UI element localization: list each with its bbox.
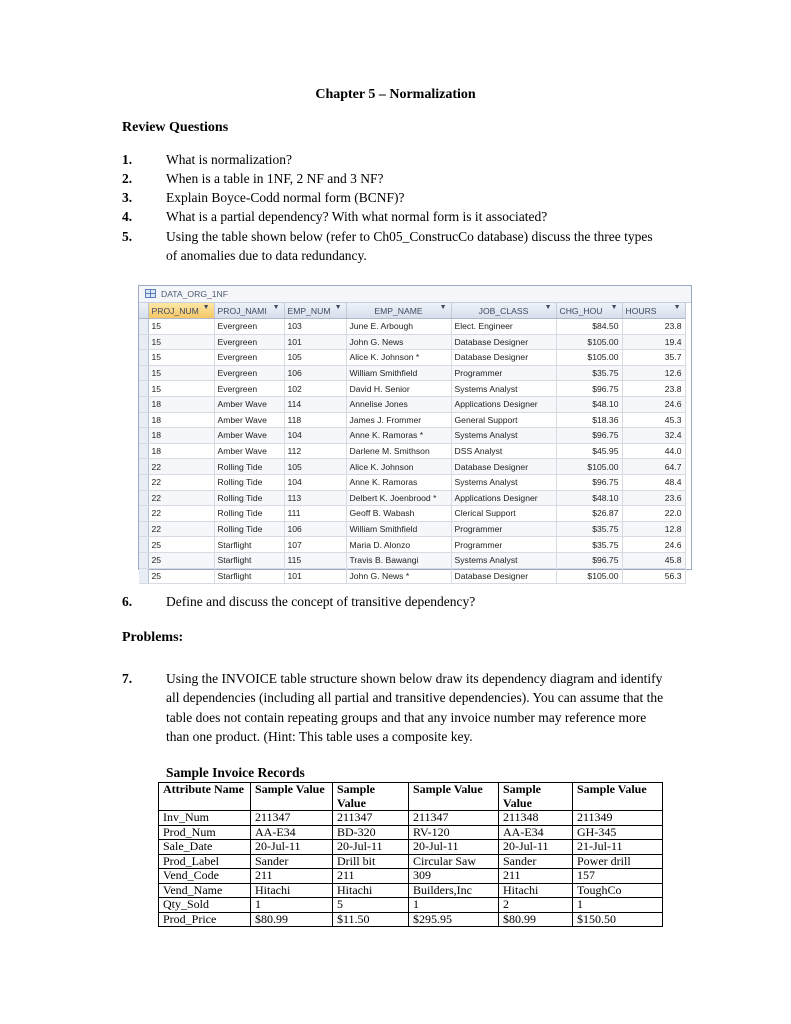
datasheet-cell[interactable]: 44.0 <box>622 443 685 459</box>
datasheet-row[interactable] <box>139 365 685 381</box>
datasheet-cell[interactable]: $35.75 <box>556 365 622 381</box>
datasheet-cell[interactable]: 22 <box>148 521 214 537</box>
datasheet-cell[interactable]: $105.00 <box>556 334 622 350</box>
datasheet-cell[interactable]: Anne K. Ramoras * <box>346 428 451 444</box>
datasheet-cell[interactable]: Clerical Support <box>451 506 556 522</box>
datasheet-cell[interactable]: 15 <box>148 365 214 381</box>
datasheet-cell[interactable]: Annelise Jones <box>346 396 451 412</box>
datasheet-cell[interactable]: William Smithfield <box>346 521 451 537</box>
column-header[interactable]: HOURS ▼ <box>622 303 685 319</box>
question-6 <box>122 592 682 611</box>
datasheet-cell[interactable]: Programmer <box>451 365 556 381</box>
dropdown-arrow-icon[interactable]: ▼ <box>610 304 618 311</box>
datasheet-cell[interactable]: 15 <box>148 350 214 366</box>
datasheet-cell[interactable]: Amber Wave <box>214 412 284 428</box>
datasheet-cell[interactable]: 111 <box>284 506 346 522</box>
row-selector[interactable] <box>139 537 148 553</box>
row-selector[interactable] <box>139 506 148 522</box>
invoice-cell: 20-Jul-11 <box>333 840 409 855</box>
datasheet-row[interactable] <box>139 443 685 459</box>
datasheet-cell[interactable]: Alice K. Johnson <box>346 459 451 475</box>
invoice-cell: RV-120 <box>409 825 499 840</box>
datasheet-cell[interactable]: 104 <box>284 474 346 490</box>
datasheet-cell[interactable]: 64.7 <box>622 459 685 475</box>
datasheet-cell[interactable]: $48.10 <box>556 490 622 506</box>
datasheet-cell[interactable]: 101 <box>284 334 346 350</box>
invoice-cell: Inv_Num <box>159 811 251 826</box>
question-number: 3. <box>122 190 133 205</box>
datasheet-row[interactable] <box>139 474 685 490</box>
question-5 <box>122 227 682 266</box>
datasheet-cell[interactable]: 12.8 <box>622 521 685 537</box>
datasheet-row[interactable] <box>139 459 685 475</box>
row-selector[interactable] <box>139 365 148 381</box>
invoice-cell: Prod_Price <box>159 912 251 927</box>
question-1 <box>122 150 682 169</box>
question-number: 1. <box>122 152 133 167</box>
datasheet-row[interactable] <box>139 568 685 584</box>
invoice-row <box>159 811 663 826</box>
datasheet-cell[interactable]: 18 <box>148 428 214 444</box>
datasheet-cell[interactable]: William Smithfield <box>346 365 451 381</box>
datasheet-cell[interactable]: Applications Designer <box>451 396 556 412</box>
question-text: Using the table shown below (refer to Ch05_ConstrucCo database) discuss the three types of anomalies due to data redundancy. <box>166 229 653 264</box>
invoice-cell: $80.99 <box>251 912 333 927</box>
datasheet-cell[interactable]: David H. Senior <box>346 381 451 397</box>
invoice-header-cell: Attribute Name <box>159 783 251 811</box>
dropdown-arrow-icon[interactable]: ▼ <box>544 304 552 311</box>
datasheet-cell[interactable]: $96.75 <box>556 552 622 568</box>
datasheet-cell[interactable]: 105 <box>284 459 346 475</box>
datasheet-cell[interactable]: 24.6 <box>622 396 685 412</box>
datasheet-table <box>139 303 686 584</box>
invoice-cell: Circular Saw <box>409 854 499 869</box>
invoice-row <box>159 825 663 840</box>
invoice-cell: AA-E34 <box>499 825 573 840</box>
datasheet-cell[interactable]: 115 <box>284 552 346 568</box>
datasheet-cell[interactable]: Geoff B. Wabash <box>346 506 451 522</box>
datasheet-cell[interactable]: 45.3 <box>622 412 685 428</box>
datasheet-cell[interactable]: Systems Analyst <box>451 428 556 444</box>
question-2 <box>122 169 682 188</box>
datasheet-header-row <box>139 303 685 319</box>
invoice-cell: 20-Jul-11 <box>409 840 499 855</box>
datasheet-cell[interactable]: 12.6 <box>622 365 685 381</box>
datasheet-cell[interactable]: 105 <box>284 350 346 366</box>
datasheet-cell[interactable]: 107 <box>284 537 346 553</box>
datasheet-cell[interactable]: Rolling Tide <box>214 474 284 490</box>
row-selector[interactable] <box>139 396 148 412</box>
datasheet-cell[interactable]: General Support <box>451 412 556 428</box>
datasheet-cell[interactable]: Starflight <box>214 552 284 568</box>
invoice-cell: Prod_Label <box>159 854 251 869</box>
invoice-cell: 2 <box>499 898 573 913</box>
invoice-cell: Hitachi <box>333 883 409 898</box>
invoice-cell: $295.95 <box>409 912 499 927</box>
datasheet-cell[interactable]: Maria D. Alonzo <box>346 537 451 553</box>
question-3 <box>122 188 682 207</box>
invoice-cell: Sander <box>251 854 333 869</box>
invoice-cell: Drill bit <box>333 854 409 869</box>
datasheet-cell[interactable]: 15 <box>148 381 214 397</box>
datasheet-cell[interactable]: Starflight <box>214 568 284 584</box>
datasheet-cell[interactable]: Darlene M. Smithson <box>346 443 451 459</box>
invoice-cell: 309 <box>409 869 499 884</box>
datasheet-cell[interactable]: Rolling Tide <box>214 459 284 475</box>
invoice-header-cell: Sample Value <box>251 783 333 811</box>
datasheet-cell[interactable]: Database Designer <box>451 568 556 584</box>
invoice-header-cell: Sample Value <box>499 783 573 811</box>
datasheet-cell[interactable]: Programmer <box>451 537 556 553</box>
question-text: What is a partial dependency? With what normal form is it associated? <box>166 209 548 224</box>
invoice-cell: 211347 <box>251 811 333 826</box>
datasheet-cell[interactable]: Database Designer <box>451 350 556 366</box>
datasheet-cell[interactable]: $96.75 <box>556 381 622 397</box>
datasheet-cell[interactable]: 48.4 <box>622 474 685 490</box>
problem-7 <box>122 669 682 747</box>
column-header[interactable]: CHG_HOU ▼ <box>556 303 622 319</box>
invoice-cell: 20-Jul-11 <box>499 840 573 855</box>
datasheet-row[interactable] <box>139 428 685 444</box>
datasheet-cell[interactable]: 113 <box>284 490 346 506</box>
datasheet-cell[interactable]: Database Designer <box>451 334 556 350</box>
row-selector[interactable] <box>139 428 148 444</box>
invoice-cell: Builders,Inc <box>409 883 499 898</box>
question-text: Using the INVOICE table structure shown below draw its dependency diagram and identify all dependencies (including all partial and transitive dependencies). You can assume that the table does not contain repeating groups and that any invoice number may reference more than one product. (Hint: This table uses a composite key. <box>166 671 664 745</box>
invoice-cell: Qty_Sold <box>159 898 251 913</box>
row-selector[interactable] <box>139 334 148 350</box>
datasheet-cell[interactable]: 118 <box>284 412 346 428</box>
datasheet-cell[interactable]: Evergreen <box>214 319 284 335</box>
datasheet-cell[interactable]: $35.75 <box>556 521 622 537</box>
invoice-row <box>159 869 663 884</box>
invoice-cell: $80.99 <box>499 912 573 927</box>
row-selector[interactable] <box>139 412 148 428</box>
datasheet-cell[interactable]: Elect. Engineer <box>451 319 556 335</box>
invoice-cell: 5 <box>333 898 409 913</box>
datasheet-window <box>138 285 692 581</box>
invoice-row <box>159 854 663 869</box>
datasheet-cell[interactable]: $26.87 <box>556 506 622 522</box>
invoice-cell: 1 <box>251 898 333 913</box>
datasheet-cell[interactable]: 114 <box>284 396 346 412</box>
invoice-cell: AA-E34 <box>251 825 333 840</box>
invoice-cell: Prod_Num <box>159 825 251 840</box>
dropdown-arrow-icon[interactable]: ▼ <box>202 304 210 311</box>
invoice-row <box>159 840 663 855</box>
datasheet-cell[interactable]: Systems Analyst <box>451 552 556 568</box>
question-number: 2. <box>122 171 133 186</box>
datasheet-cell[interactable]: Delbert K. Joenbrood * <box>346 490 451 506</box>
datasheet-cell[interactable]: 25 <box>148 568 214 584</box>
invoice-cell: Sale_Date <box>159 840 251 855</box>
datasheet-cell[interactable]: 25 <box>148 552 214 568</box>
dropdown-arrow-icon[interactable]: ▼ <box>272 304 280 311</box>
datasheet-cell[interactable]: 25 <box>148 537 214 553</box>
column-header[interactable]: PROJ_NUM ▼ <box>148 303 214 319</box>
datasheet-cell[interactable]: Amber Wave <box>214 443 284 459</box>
invoice-cell: Hitachi <box>251 883 333 898</box>
row-selector[interactable] <box>139 552 148 568</box>
row-selector[interactable] <box>139 490 148 506</box>
datasheet-row[interactable] <box>139 552 685 568</box>
row-selector[interactable] <box>139 443 148 459</box>
invoice-cell: 211 <box>499 869 573 884</box>
datasheet-cell[interactable]: 106 <box>284 365 346 381</box>
datasheet-cell[interactable]: 106 <box>284 521 346 537</box>
invoice-cell: 211347 <box>333 811 409 826</box>
datasheet-cell[interactable]: Amber Wave <box>214 428 284 444</box>
invoice-table <box>158 782 663 927</box>
datasheet-cell[interactable]: $96.75 <box>556 428 622 444</box>
datasheet-cell[interactable]: 56.3 <box>622 568 685 584</box>
problems-heading: Problems: <box>122 630 184 645</box>
invoice-header-cell: Sample Value <box>333 783 409 811</box>
datasheet-cell[interactable]: Applications Designer <box>451 490 556 506</box>
question-4 <box>122 207 682 226</box>
datasheet-cell[interactable]: 32.4 <box>622 428 685 444</box>
datasheet-cell[interactable]: 19.4 <box>622 334 685 350</box>
datasheet-cell[interactable]: 35.7 <box>622 350 685 366</box>
datasheet-row[interactable] <box>139 506 685 522</box>
datasheet-row[interactable] <box>139 350 685 366</box>
invoice-row <box>159 898 663 913</box>
invoice-cell: Hitachi <box>499 883 573 898</box>
invoice-cell: 157 <box>573 869 663 884</box>
datasheet-cell[interactable]: 101 <box>284 568 346 584</box>
page-title: Chapter 5 – Normalization <box>315 87 476 102</box>
datasheet-title-bar <box>139 286 691 303</box>
datasheet-row[interactable] <box>139 334 685 350</box>
datasheet-cell[interactable]: 18 <box>148 443 214 459</box>
datasheet-cell[interactable]: Rolling Tide <box>214 506 284 522</box>
row-selector[interactable] <box>139 350 148 366</box>
datasheet-cell[interactable]: Anne K. Ramoras <box>346 474 451 490</box>
question-number: 4. <box>122 209 133 224</box>
datasheet-cell[interactable]: DSS Analyst <box>451 443 556 459</box>
datasheet-cell[interactable]: 22 <box>148 506 214 522</box>
datasheet-cell[interactable]: 15 <box>148 319 214 335</box>
datasheet-cell[interactable]: 22 <box>148 474 214 490</box>
invoice-cell: 211349 <box>573 811 663 826</box>
datasheet-cell[interactable]: John G. News <box>346 334 451 350</box>
datasheet-cell[interactable]: 23.8 <box>622 319 685 335</box>
datasheet-cell[interactable]: $105.00 <box>556 459 622 475</box>
invoice-cell: ToughCo <box>573 883 663 898</box>
datasheet-cell[interactable]: Programmer <box>451 521 556 537</box>
datasheet-cell[interactable]: 102 <box>284 381 346 397</box>
datasheet-cell[interactable]: Systems Analyst <box>451 381 556 397</box>
datasheet-cell[interactable]: Evergreen <box>214 365 284 381</box>
datasheet-cell[interactable]: $105.00 <box>556 568 622 584</box>
datasheet-cell[interactable]: $105.00 <box>556 350 622 366</box>
datasheet-cell[interactable]: Database Designer <box>451 459 556 475</box>
invoice-cell: 21-Jul-11 <box>573 840 663 855</box>
datasheet-cell[interactable]: James J. Frommer <box>346 412 451 428</box>
datasheet-cell[interactable]: $18.36 <box>556 412 622 428</box>
row-selector[interactable] <box>139 474 148 490</box>
datasheet-cell[interactable]: $35.75 <box>556 537 622 553</box>
row-selector[interactable] <box>139 568 148 584</box>
datasheet-row[interactable] <box>139 396 685 412</box>
invoice-cell: 211348 <box>499 811 573 826</box>
datasheet-cell[interactable]: 18 <box>148 396 214 412</box>
datasheet-cell[interactable]: Systems Analyst <box>451 474 556 490</box>
dropdown-arrow-icon[interactable]: ▼ <box>334 304 342 311</box>
question-text: Explain Boyce-Codd normal form (BCNF)? <box>166 190 405 205</box>
row-selector[interactable] <box>139 381 148 397</box>
datasheet-cell[interactable]: $48.10 <box>556 396 622 412</box>
invoice-cell: $11.50 <box>333 912 409 927</box>
table-icon <box>145 289 156 298</box>
datasheet-row[interactable] <box>139 521 685 537</box>
row-selector[interactable] <box>139 459 148 475</box>
datasheet-cell[interactable]: Starflight <box>214 537 284 553</box>
invoice-cell: BD-320 <box>333 825 409 840</box>
row-selector[interactable] <box>139 521 148 537</box>
datasheet-cell[interactable]: 103 <box>284 319 346 335</box>
datasheet-cell[interactable]: Evergreen <box>214 334 284 350</box>
invoice-cell: 211347 <box>409 811 499 826</box>
datasheet-cell[interactable]: 18 <box>148 412 214 428</box>
datasheet-row[interactable] <box>139 537 685 553</box>
invoice-cell: 20-Jul-11 <box>251 840 333 855</box>
datasheet-cell[interactable]: 22 <box>148 490 214 506</box>
datasheet-cell[interactable]: $96.75 <box>556 474 622 490</box>
column-header[interactable]: EMP_NUM ▼ <box>284 303 346 319</box>
datasheet-cell[interactable]: 22 <box>148 459 214 475</box>
invoice-cell: Power drill <box>573 854 663 869</box>
dropdown-arrow-icon[interactable]: ▼ <box>673 304 681 311</box>
column-header[interactable]: EMP_NAME ▼ <box>346 303 451 319</box>
question-text: Define and discuss the concept of transitive dependency? <box>166 594 476 609</box>
datasheet-cell[interactable]: 23.6 <box>622 490 685 506</box>
question-number: 6. <box>122 594 133 609</box>
invoice-cell: 1 <box>573 898 663 913</box>
datasheet-row[interactable] <box>139 412 685 428</box>
datasheet-cell[interactable]: Amber Wave <box>214 396 284 412</box>
datasheet-cell[interactable]: Evergreen <box>214 381 284 397</box>
question-number: 5. <box>122 229 133 244</box>
column-header[interactable]: PROJ_NAMI ▼ <box>214 303 284 319</box>
question-text: When is a table in 1NF, 2 NF and 3 NF? <box>166 171 384 186</box>
invoice-header-row <box>159 783 663 811</box>
review-questions-heading: Review Questions <box>122 120 229 135</box>
column-header[interactable]: JOB_CLASS ▼ <box>451 303 556 319</box>
invoice-row <box>159 883 663 898</box>
datasheet-row[interactable] <box>139 319 685 335</box>
datasheet-cell[interactable]: Alice K. Johnson * <box>346 350 451 366</box>
datasheet-row[interactable] <box>139 381 685 397</box>
invoice-cell: 211 <box>251 869 333 884</box>
datasheet-cell[interactable]: $84.50 <box>556 319 622 335</box>
row-selector[interactable] <box>139 319 148 335</box>
datasheet-cell[interactable]: 45.8 <box>622 552 685 568</box>
datasheet-cell[interactable]: 104 <box>284 428 346 444</box>
datasheet-cell[interactable]: 23.8 <box>622 381 685 397</box>
datasheet-cell[interactable]: June E. Arbough <box>346 319 451 335</box>
invoice-row <box>159 912 663 927</box>
datasheet-cell[interactable]: 22.0 <box>622 506 685 522</box>
datasheet-row[interactable] <box>139 490 685 506</box>
datasheet-cell[interactable]: Rolling Tide <box>214 490 284 506</box>
datasheet-cell[interactable]: 24.6 <box>622 537 685 553</box>
invoice-cell: 211 <box>333 869 409 884</box>
datasheet-cell[interactable]: 112 <box>284 443 346 459</box>
invoice-cell: Sander <box>499 854 573 869</box>
question-text: What is normalization? <box>166 152 292 167</box>
datasheet-cell[interactable]: 15 <box>148 334 214 350</box>
invoice-header-cell: Sample Value <box>573 783 663 811</box>
datasheet-cell[interactable]: John G. News * <box>346 568 451 584</box>
invoice-cell: GH-345 <box>573 825 663 840</box>
invoice-cell: Vend_Code <box>159 869 251 884</box>
datasheet-cell[interactable]: Rolling Tide <box>214 521 284 537</box>
invoice-cell: 1 <box>409 898 499 913</box>
datasheet-cell[interactable]: Evergreen <box>214 350 284 366</box>
select-all-corner[interactable] <box>139 303 148 319</box>
invoice-cell: $150.50 <box>573 912 663 927</box>
question-number: 7. <box>122 671 133 686</box>
invoice-header-cell: Sample Value <box>409 783 499 811</box>
datasheet-cell[interactable]: $45.95 <box>556 443 622 459</box>
invoice-cell: Vend_Name <box>159 883 251 898</box>
dropdown-arrow-icon[interactable]: ▼ <box>439 304 447 311</box>
datasheet-title: DATA_ORG_1NF <box>161 289 229 299</box>
invoice-caption: Sample Invoice Records <box>166 765 305 780</box>
datasheet-cell[interactable]: Travis B. Bawangi <box>346 552 451 568</box>
